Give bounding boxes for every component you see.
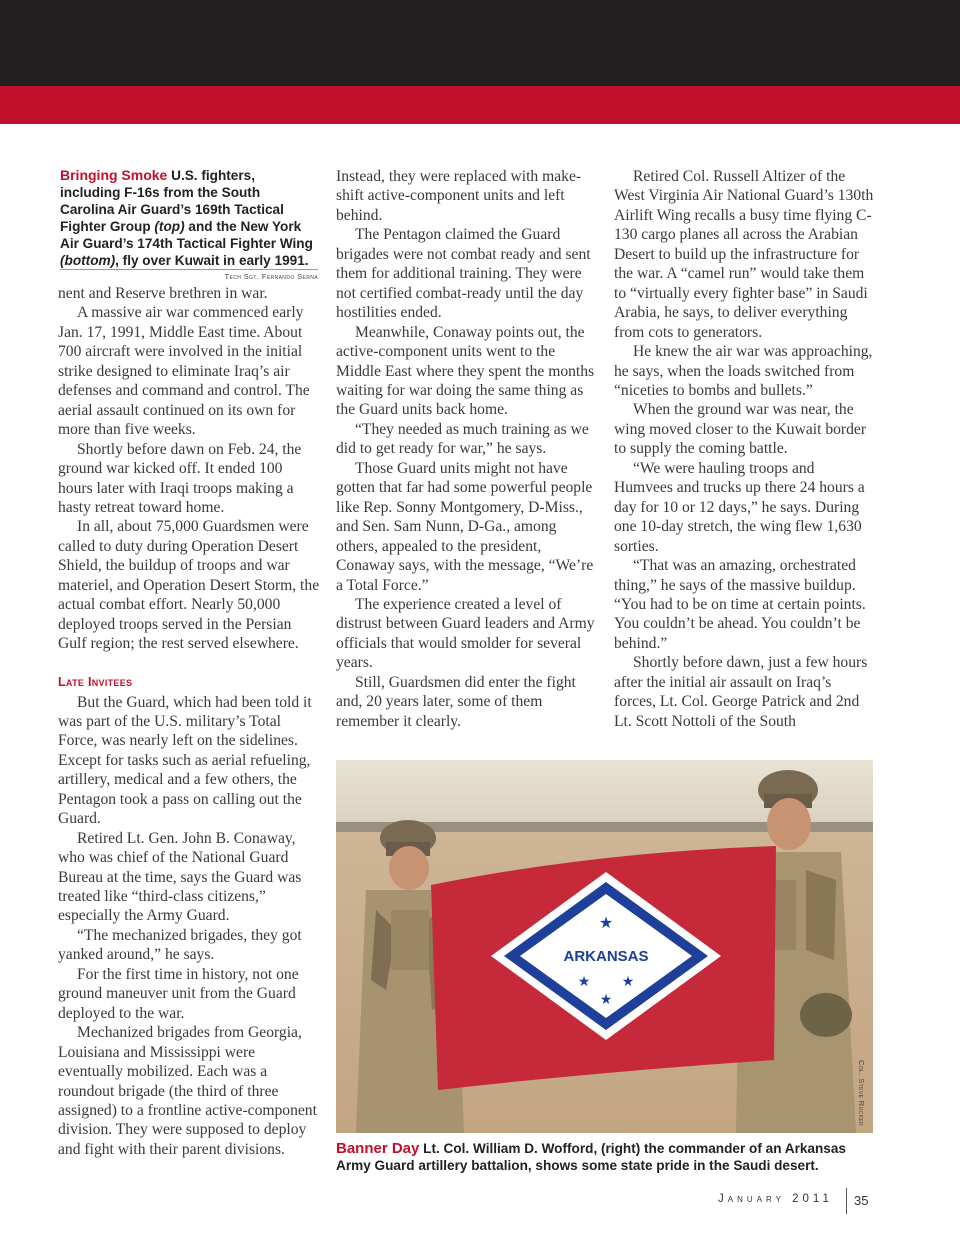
photo-credit-vertical: Col. Steve Rucker xyxy=(857,1060,866,1127)
caption-text: and the New York Air Guard’s 174th Tactical Fighter Wing xyxy=(60,219,313,251)
paragraph: The experience created a level of distrust between Guard leaders and Army officials that would smolder for several years. xyxy=(336,595,595,672)
paragraph: nent and Reserve brethren in war. xyxy=(58,285,268,302)
paragraph: Shortly before dawn on Feb. 24, the ground war kicked off. It ended 100 hours later with Iraqi troops making a hasty retreat toward home. xyxy=(58,440,302,516)
article-column-2 xyxy=(336,167,598,731)
caption-italic-top: (top) xyxy=(154,219,185,234)
folio-divider xyxy=(846,1188,847,1214)
photo-illustration xyxy=(336,760,873,1133)
header-red-band xyxy=(0,86,960,124)
paragraph: “They needed as much training as we did to get ready for war,” he says. xyxy=(336,420,589,458)
paragraph: “We were hauling troops and Humvees and trucks up there 24 hours a day for 10 or 12 days,” he says. During one 10-day stretch, the wing flew 1,630 sorties. xyxy=(614,459,865,555)
paragraph: The Pentagon claimed the Guard brigades were not combat ready and sent them for additional training. They were not certified combat-ready until the day hostilities ended. xyxy=(336,226,591,322)
paragraph: Shortly before dawn, just a few hours after the initial air assault on Iraq’s forces, Lt. Col. George Patrick and 2nd Lt. Scott Nottoli of the South xyxy=(614,654,868,730)
arkansas-flag-photo xyxy=(336,760,873,1133)
article-column-3 xyxy=(614,167,876,731)
page-number: 35 xyxy=(854,1193,869,1208)
paragraph: Retired Col. Russell Altizer of the West Virginia Air National Guard’s 130th Airlift Wing recalls a busy time flying C-130 cargo planes all across the Arabian Desert to build up the infrastructure for the war. A “camel run” would take them to “virtually every fighter base” in Saudi Arabia, he says, to deliver everything from cots to generators. xyxy=(614,168,874,341)
top-photo-caption xyxy=(60,167,318,269)
paragraph: For the first time in history, not one ground maneuver unit from the Guard deployed to the war. xyxy=(58,965,299,1022)
section-subhead: Late Invitees xyxy=(58,675,133,690)
paragraph: “The mechanized brigades, they got yanked around,” he says. xyxy=(58,926,302,964)
bottom-photo-caption xyxy=(336,1140,876,1174)
paragraph: Meanwhile, Conaway points out, the active-component units went to the Middle East where they spent the months waiting for war doing the same thing as the Guard units back home. xyxy=(336,323,595,419)
issue-date: January 2011 xyxy=(718,1193,833,1205)
paragraph: Mechanized brigades from Georgia, Louisiana and Mississippi were eventually mobilized. Each was a roundout brigade (the third of three assigned) to a frontline active-component division. They were supposed to deploy and fight with their parent divisions. xyxy=(58,1024,317,1158)
paragraph: He knew the air war was approaching, he says, when the loads switched from “niceties to bombs and bullets.” xyxy=(614,343,873,399)
paragraph: Still, Guardsmen did enter the fight and, 20 years later, some of them remember it clearly. xyxy=(336,673,576,730)
paragraph: But the Guard, which had been told it was part of the U.S. military’s Total Force, was nearly left on the sidelines. Except for tasks such as aerial refueling, artillery, medical and a few others, the Pentagon took a pass on calling out the Guard. xyxy=(58,693,312,828)
star-icon: ★ xyxy=(621,974,635,990)
caption-text: , fly over Kuwait in early 1991. xyxy=(115,253,309,268)
caption-text: Lt. Col. William D. Wofford, (right) the commander of an Arkansas Army Guard artillery battalion, shows some state pride in the Saudi desert. xyxy=(336,1141,846,1173)
paragraph: Those Guard units might not have gotten that far had some powerful people like Rep. Sonny Montgomery, D-Miss., and Sen. Sam Nunn, D-Ga., among others, appealed to the president, Conaway says, with the message, “We’re a Total Force.” xyxy=(336,459,594,594)
article-column-1 xyxy=(58,284,320,1159)
paragraph: In all, about 75,000 Guardsmen were called to duty during Operation Desert Shield, the buildup of troops and war materiel, and Operation Desert Storm, the actual combat effort. Nearly 50,000 deployed troops served in the Persian Gulf region; the rest served elsewhere. xyxy=(58,518,320,653)
paragraph: When the ground war was near, the wing moved closer to the Kuwait border to supply the coming battle. xyxy=(614,401,867,458)
paragraph: Instead, they were replaced with make-shift active-component units and left behind. xyxy=(336,168,582,224)
arkansas-flag xyxy=(431,846,776,1090)
header-black-band xyxy=(0,0,960,86)
caption-italic-bottom: (bottom) xyxy=(60,253,116,268)
paragraph: Retired Lt. Gen. John B. Conaway, who was chief of the National Guard Bureau at the time, says the Guard was treated like “third-class citizens,” especially the Army Guard. xyxy=(58,829,302,925)
caption-kicker: Banner Day xyxy=(336,1140,420,1157)
star-icon: ★ xyxy=(598,913,614,932)
flag-text: ARKANSAS xyxy=(563,948,649,965)
paragraph: “That was an amazing, orchestrated thing,” he says of the massive buildup. “You had to be on time at certain points. You couldn’t be ahead. You couldn’t be behind.” xyxy=(614,557,866,652)
star-icon: ★ xyxy=(577,974,591,990)
paragraph: A massive air war commenced early Jan. 17, 1991, Middle East time. About 700 aircraft were involved in the initial strike designed to eliminate Iraq’s air defenses and command and control. The aerial assault continued on its own for more than five weeks. xyxy=(58,304,310,439)
caption-text: U.S. fighters, including F-16s from the South Carolina Air Guard’s 169th Tactical Fighter Group xyxy=(60,168,284,234)
star-icon: ★ xyxy=(599,992,613,1008)
caption-kicker: Bringing Smoke xyxy=(60,167,168,183)
top-photo-credit: Tech Sgt. Fernando Serna xyxy=(60,269,318,281)
